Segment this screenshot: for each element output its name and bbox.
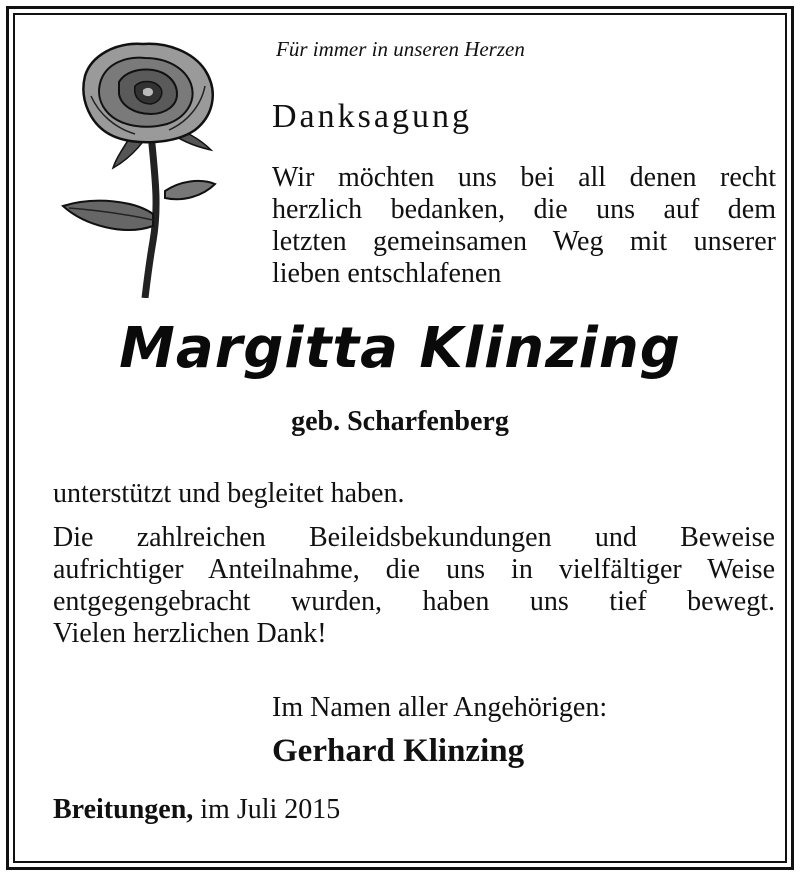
intro-line: lieben entschlafenen [272,258,502,289]
body-line: Vielen herzlichen Dank! [53,618,327,649]
date: im Juli 2015 [200,794,341,825]
place: Breitungen, [53,794,194,825]
rose-icon [55,36,230,298]
intro-text [272,162,776,290]
signer-name: Gerhard Klinzing [272,733,525,769]
intro-line: letzten gemeinsamen Weg mit unserer [272,226,776,257]
intro-line: herzlich bedanken, die uns auf dem [272,194,776,225]
deceased-name: Margitta Klinzing [119,316,681,381]
intro-line: Wir möchten uns bei all denen recht [272,162,776,193]
body-line: Die zahlreichen Beileidsbekundungen und Beweise [53,522,775,553]
body-text [53,522,775,650]
motto: Für immer in unseren Herzen [276,37,525,61]
place-date [53,794,340,826]
support-line: unterstützt und begleitet haben. [53,478,405,509]
body-line: aufrichtiger Anteilnahme, die uns in vielfältiger Weise [53,554,775,585]
body-line: entgegengebracht wurden, haben uns tief bewegt. [53,586,775,617]
heading: Danksagung [272,98,472,135]
sign-label: Im Namen aller Angehörigen: [272,692,608,723]
birth-name: geb. Scharfenberg [291,406,509,437]
